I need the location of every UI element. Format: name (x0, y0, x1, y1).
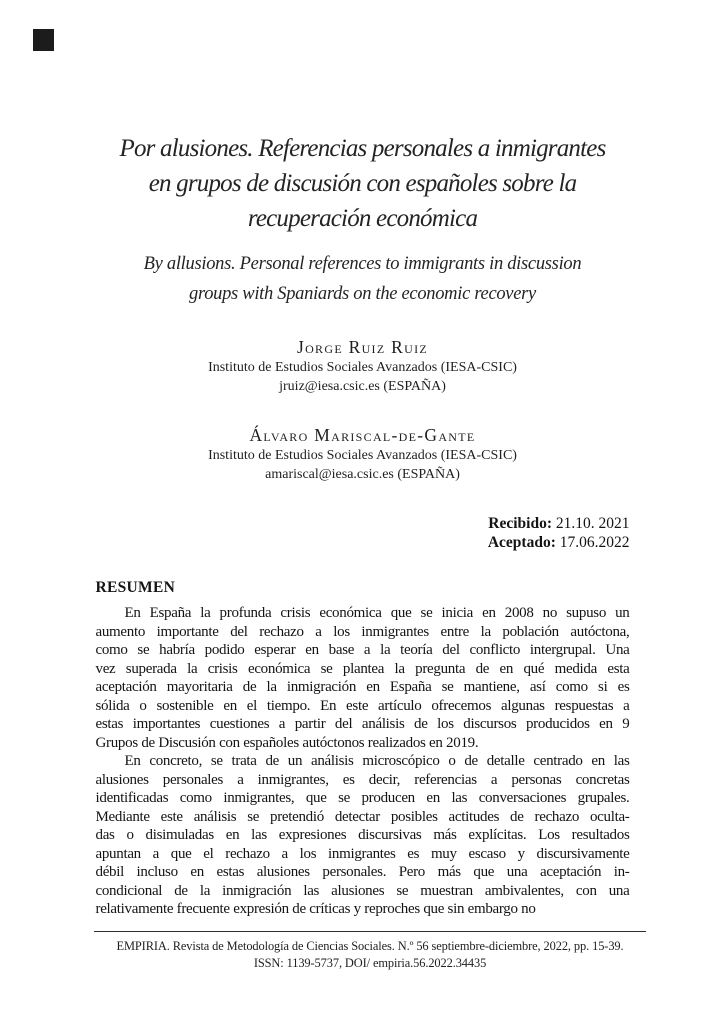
author-affiliation: Instituto de Estudios Sociales Avanzados (IESA-CSIC) (208, 360, 517, 375)
author-email-line: amariscal@iesa.csic.es (ESPAÑA) (265, 467, 460, 482)
authors-block (0, 336, 725, 484)
author-name: Jorge Ruiz Ruiz (296, 337, 429, 357)
date-value: 17.06.2022 (559, 534, 630, 551)
author-affiliation: Instituto de Estudios Sociales Avanzados (IESA-CSIC) (208, 448, 517, 463)
abstract-line: das o disimuladas en las expresiones discursivas más explícitas. Los resultados (95, 827, 630, 843)
footer-divider (94, 931, 646, 932)
abstract-line: identificadas como inmigrantes, que se producen en las conversaciones grupales. (95, 790, 630, 806)
date-row (96, 514, 630, 533)
abstract-line: relativamente frecuente expresión de críticas y reproches que sin embargo no (95, 901, 536, 917)
date-label: Recibido: (488, 515, 552, 532)
abstract-line: aceptación mayoritaria de la inmigración en España se mantiene, así como si es (95, 679, 630, 695)
page-footer (94, 931, 646, 971)
abstract-line: vez superada la crisis económica se plantea la pregunta de en qué medida esta (95, 660, 630, 677)
abstract-heading: RESUMEN (95, 579, 176, 596)
journal-issn-doi-line: ISSN: 1139-5737, DOI/ empiria.56.2022.34435 (253, 955, 487, 970)
abstract-line: alusiones personales a inmigrantes, es decir, referencias a personas concretas (95, 771, 630, 788)
abstract-paragraph (96, 752, 630, 919)
author-entry (0, 336, 725, 396)
date-label: Aceptado: (487, 534, 556, 551)
date-value: 21.10. 2021 (555, 515, 630, 532)
corner-registration-mark (33, 29, 54, 51)
abstract-line: aumento importante del rechazo a los inmigrantes entre la población autóctona, (95, 623, 630, 640)
abstract-line: como se habría podido esperar en base a la teoría del conflicto intergrupal. Una (95, 642, 630, 658)
article-title: Por alusiones. Referencias personales a inmigrantes en grupos de discusión con españoles sobre la recuperación económica (119, 135, 606, 232)
date-row (96, 533, 630, 552)
abstract-line: apuntan a que el rechazo a los inmigrantes es muy escaso y discursivamente (95, 845, 630, 862)
journal-citation-line: EMPIRIA. Revista de Metodología de Ciencias Sociales. N.º 56 septiembre-diciembre, 2022, pp. 15-39. (116, 939, 624, 953)
abstract-line: En España la profunda crisis económica que se inicia en 2008 no supuso un (124, 605, 630, 621)
author-entry (0, 424, 725, 484)
abstract-line: En concreto, se trata de un análisis microscópico o de detalle centrado en las (124, 753, 630, 769)
abstract-line: Mediante este análisis se pretendió detectar posibles actitudes de rechazo oculta- (95, 808, 630, 825)
abstract-line: débil incluso en estas alusiones personales. Pero más que una aceptación in- (95, 864, 630, 880)
abstract-line: condicional de la inmigración las alusiones se muestran ambivalentes, con una (95, 882, 630, 899)
abstract-line: Grupos de Discusión con españoles autóctonos realizados en 2019. (95, 734, 479, 751)
abstract-line: estas importantes cuestiones a partir del análisis de los discursos producidos en 9 (95, 716, 630, 732)
article-subtitle-english: By allusions. Personal references to immigrants in discussion groups with Spaniards on the economic recovery (143, 254, 582, 304)
author-email-line: jruiz@iesa.csic.es (ESPAÑA) (279, 379, 446, 394)
abstract-body (96, 604, 630, 919)
author-name: Álvaro Mariscal-de-Gante (249, 425, 476, 445)
abstract-paragraph (96, 604, 630, 752)
dates-block (96, 514, 630, 552)
abstract-line: sólida o sostenible en el tiempo. En este artículo ofrecemos algunas respuestas a (95, 697, 630, 714)
